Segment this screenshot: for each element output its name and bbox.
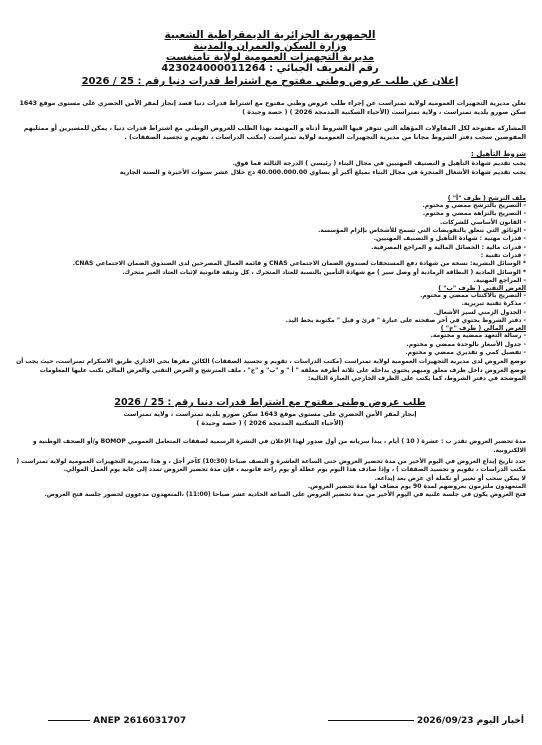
list-item: لا يمكن سحب أو تغيير أو تكملة أي عرض بعد إيداعه.	[374, 474, 526, 482]
publication-footer	[0, 714, 542, 734]
republic-name: الجمهورية الجزائرية الديمقراطية الشعبية	[164, 29, 376, 41]
tender-title: إعلان عن طلب عروض وطني مفتوح مع اشتراط قدرات دنيا رقم : 25 / 2026	[81, 76, 459, 87]
participation-paragraph: المشاركة مفتوحة لكل المقاولات المؤهلة التي تتوفر فيها الشروط أدناه و المهتمة بهذا الطلب للعروض الوطني مع اشتراط قدرات دنيا ، يمكن للمسيرين أو ممثليهم المفوضين سحب دفتر الشروط مجانا من مديرية التجهيزات العمومية لولاية تمنراست (مكتب الدراسات ، تقويم و تجسيد الصفقات) .	[23, 125, 526, 141]
fiscal-id: رقم التعريف الجبائي : 423024000011264	[161, 63, 379, 74]
list-item: - قدرات مهنية : شهادة التأهيل و التصنيف المهنيين.	[373, 235, 526, 243]
list-item: - رسالة التعهد ممضية و مختومة.	[430, 332, 526, 340]
list-item: - التصريح بالترشح ممضي و مختوم.	[422, 202, 526, 210]
newspaper-credit	[322, 716, 524, 726]
list-item: المتعهدون ملتزمون بعروضهم لمدة 90 يوم مضاف لها مدة تحضير العروض.	[307, 482, 526, 490]
list-item: - قدرات مالية : الحصائل المالية و المراجع المصرفية.	[371, 243, 526, 251]
list-item: - جدول الأسعار بالوحدة ممضي و مختوم.	[406, 340, 526, 348]
technical-offer-heading: العرض التقني ( ظرف "ب" )	[438, 285, 526, 293]
eligibility-item: يجب تقديم شهادة التأهيل و التصنيف المهنيين في مجال البناء ( رئيسي ) الدرجة الثالثة فما فوق.	[232, 160, 526, 167]
letterhead	[14, 30, 526, 74]
list-item: مدة تحضير العروض تقدر ب : عشرة ( 10 ) أيام ، يبدأ سريانه من أول صدور لهذا الإعلان في النشرة الرسمية لصفقات المتعامل العمومي BOMOP و/أو الصحف الوطنية و الالكترونية.	[32, 438, 526, 454]
list-item: فتح العروض يكون في جلسة علنية في اليوم الأخير من مدة تحضير العروض على الساعة الحادية عشر صباحا (11:00) ،المتعهدون مدعوون لحضور جلسة فتح العروض.	[44, 491, 526, 499]
footer-rule	[48, 720, 90, 721]
list-item: - الجدول الزمني لسير الأشغال.	[433, 308, 526, 316]
financial-offer-list	[14, 332, 526, 357]
anep-reference	[46, 716, 186, 726]
eligibility-heading: شروط التأهيل :	[470, 150, 526, 158]
list-item: - الوثائق التي تتعلق بالتفويضات التي تسمح للأشخاص بإلزام المؤسسة.	[318, 227, 526, 235]
technical-offer-list	[14, 292, 526, 325]
newspaper-name: أخبار اليوم	[476, 716, 524, 726]
list-item: - التصريح بالنزاهة ممضي و مختوم.	[422, 210, 526, 218]
list-item: - قدرات تقنية :	[480, 251, 526, 259]
anep-number: ANEP 2616031707	[93, 716, 187, 726]
eligibility-list	[14, 160, 526, 177]
directorate-name: مديرية التجهيزات العمومية لولاية تامنغست	[165, 52, 375, 63]
eligibility-item: يجب تقديم شهادة الأشغال المنجزة في مجال البناء بمبلغ أكبر أو يساوي 40.000.000.00 دج خلال عشر سنوات الأخيرة و السنة الجارية	[119, 168, 526, 176]
financial-offer-heading: العرض المالي ( ظرف "ج" )	[440, 325, 526, 333]
list-item: - مذكرة تقنية تبريرية.	[461, 300, 526, 308]
list-item: - المراجع المهنية.	[473, 276, 526, 284]
publication-date: 2026/09/23	[416, 716, 474, 726]
closing-conditions	[14, 438, 526, 499]
list-item: * الوسائل المادية ( البطاقة الرمادية أو وصل سير ) مع شهادة التأمين بالنسبة للعتاد المتحرك ، كل وثيقة قانونية لإثبات العتاد الغير متحرك.	[122, 268, 526, 276]
list-item: * الوسائل البشرية: نسخة من شهادة دفع المستحقات لصندوق الضمان الاجتماعي CNAS و قائمة العمال المصرحين لدى الصندوق الضمان الاجتماعي CNAS.	[72, 260, 526, 268]
outer-envelope-subject: إنجاز لمقر الأمن الحضري على مستوى موقع 1643 سكن صورو بلدية تمنراست ، ولاية تمنراست	[123, 411, 417, 419]
submission-paragraph: توضع العروض لدى مديرية التجهيزات العمومية لولاية تمنراست (مكتب الدراسات ، تقويم و تجسيد الصفقات) الكائن مقرها بحي الاداري طريق الاسكرام تمنراست، حيث يجب أن توضع العروض داخل ظرف مغلق ومبهم يحتوي بداخله على ثلاثة أظرفة مغلقة " أ " و "ب" و "ج" ، ملف المترشح و العرض التقني والعرض المالي تكتب عليها المعلومات الموضحة في دفتر الشروط، كما يكتب على الظرف الخارجي العبارة التالية:	[16, 358, 526, 382]
list-item: - التصريح بالاكتتاب ممضي و مختوم.	[420, 292, 526, 300]
application-file-heading: ملف الترشح ( ظرف "أ" )	[447, 195, 526, 203]
list-item: - تفصيل كمي و تقديري ممضي و مختوم.	[405, 348, 526, 356]
outer-envelope-title: طلب عروض وطني مفتوح مع اشتراط قدرات دنيا رقم : 25 / 2026	[114, 397, 426, 409]
ministry-name: وزارة السكن والعمران والمدينة	[193, 41, 347, 52]
intro-paragraph: تعلن مديرية التجهيزات العمومية لولاية تمنراست عن إجراء طلب عروض وطني مفتوح مع اشتراط قدرات دنيا قصد إنجاز لمقر الأمن الحضري على مستوى موقع 1643 سكن صورو بلدية تمنراست ، ولاية تمنراست (الأحياء السكنية المدمجة 2026 ) ( حصة وحيدة )	[19, 100, 526, 116]
list-item: حدد تاريخ إيداع العروض في اليوم الأخير من مدة تحضير العروض حتى الساعة العاشرة و النصف صباحا (10:30) كآخر أجل ، و هذا بمديرية التجهيزات العمومية لولاية تمنراست ( مكتب الدراسات ، تقويم و تجسيد الصفقات ) ، وإذا صادف هذا اليوم يوم عطلة أو يوم راحة قانونية ، فإن مدة تحضير العروض تمدد إلى غاية يوم العمل الموالي.	[16, 457, 526, 474]
list-item: - القانون الأساسي للشركات.	[439, 218, 526, 226]
list-item: - دفتر الشروط يحتوي في آخر صفحته على عبارة " قرئ و قبل " مكتوبة بخط اليد.	[285, 317, 526, 325]
footer-rule	[328, 720, 414, 721]
outer-envelope-program: (الأحياء السكنية المدمجة 2026 ) ( حصة وحيدة )	[196, 419, 344, 427]
application-file-list	[14, 202, 526, 285]
